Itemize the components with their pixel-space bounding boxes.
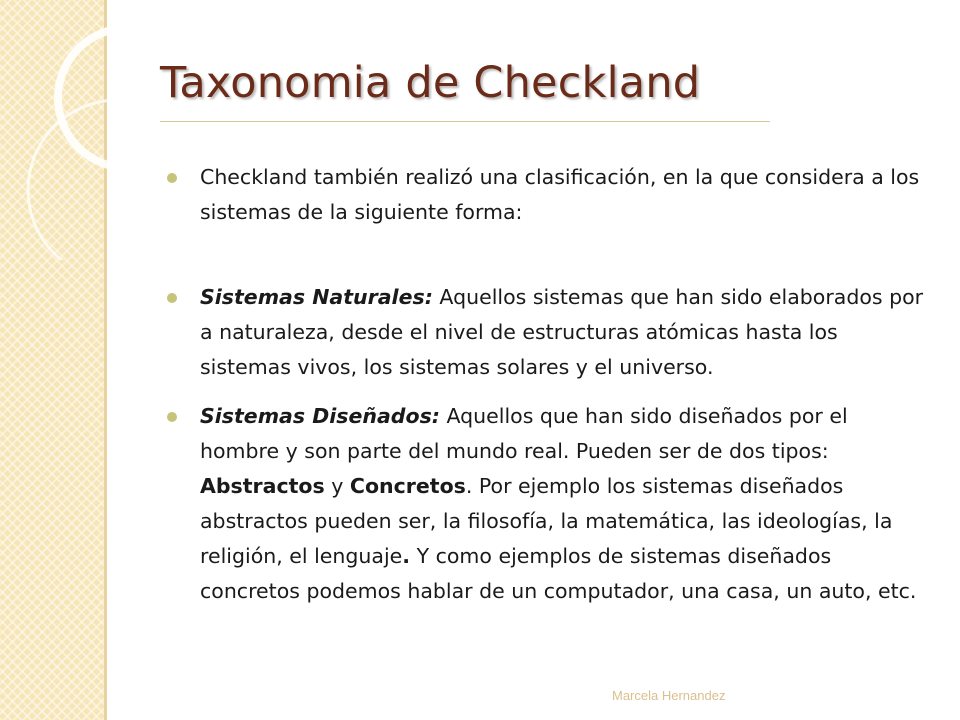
bold-concretos: Concretos	[349, 474, 466, 498]
bold-period: .	[402, 544, 411, 568]
bullet-item-designed	[167, 399, 927, 609]
bullet-text: Aquellos sistemas que han sido elaborados por a naturaleza, desde el nivel de estructuras atómicas hasta los sistemas vivos, los sistemas solares y el universo.	[200, 285, 924, 379]
bullet-text: Checkland también realizó una clasificación, en la que considera a los sistemas de la siguiente forma:	[200, 165, 920, 224]
bullet-term: Sistemas Diseñados:	[200, 404, 440, 428]
bullet-term: Sistemas Naturales:	[200, 285, 433, 309]
title-divider	[160, 121, 770, 122]
bullet-item-intro	[167, 160, 927, 230]
conjunction: y	[324, 474, 350, 498]
slide-body	[167, 160, 927, 609]
slide-title: Taxonomia de Checkland	[160, 58, 701, 108]
bullet-text-c: Y como ejemplos de sistemas diseñados concretos podemos hablar de un computador, una casa, un auto, etc.	[200, 544, 917, 603]
author-footer: Marcela Hernandez	[612, 688, 726, 703]
bullet-text-a: Aquellos que han sido diseñados por el hombre y son parte del mundo real. Pueden ser de dos tipos:	[200, 404, 848, 463]
bold-abstractos: Abstractos	[200, 474, 325, 498]
bullet-text-b: . Por ejemplo los sistemas diseñados abstractos pueden ser, la filosofía, la matemática, las ideologías, la religión, el lenguaje	[200, 474, 893, 568]
bullet-item-natural	[167, 280, 927, 385]
